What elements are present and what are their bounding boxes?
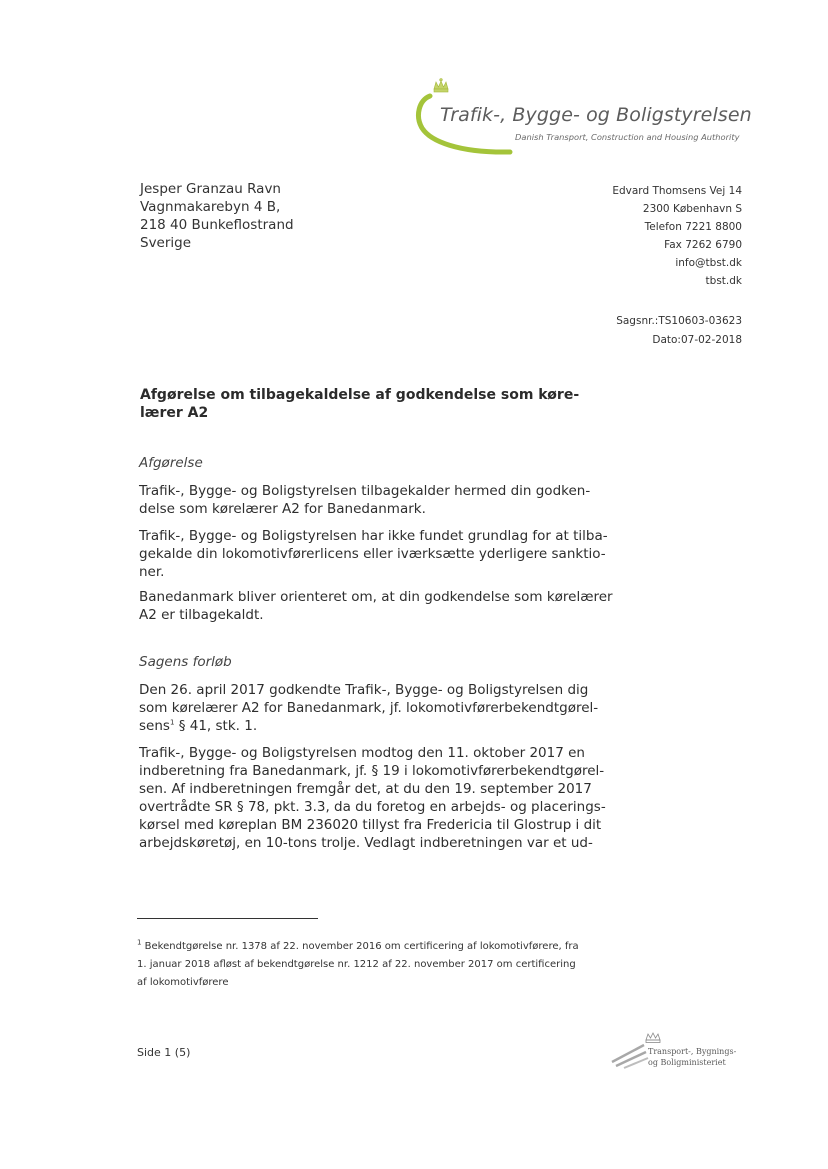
- paragraph-line: A2 er tilbagekaldt.: [139, 607, 264, 623]
- paragraph-line: [139, 717, 589, 735]
- sender-fax: Fax 7262 6790: [664, 239, 742, 251]
- sender-address: [612, 182, 742, 290]
- sender-phone: Telefon 7221 8800: [644, 221, 742, 233]
- paragraph-line: overtrådte SR § 78, pkt. 3.3, da du foretog en arbejds- og placerings-: [139, 799, 606, 815]
- paragraph-line: sen. Af indberetningen fremgår det, at du den 19. september 2017: [139, 781, 592, 797]
- footnote-line: af lokomotivførere: [137, 977, 229, 988]
- paragraph-line: Trafik-, Bygge- og Boligstyrelsen tilbagekalder hermed din godken-: [139, 483, 591, 499]
- footnote-marker: 1: [137, 938, 142, 947]
- sender-email: info@tbst.dk: [675, 257, 742, 269]
- recipient-street: Vagnmakarebyn 4 B,: [140, 199, 281, 215]
- document-title: [140, 386, 585, 422]
- footnote-reference: 1: [169, 718, 175, 727]
- paragraph-line: gekalde din lokomotivførerlicens eller iværksætte yderligere sanktio-: [139, 546, 606, 562]
- paragraph-line: Trafik-, Bygge- og Boligstyrelsen har ikke fundet grundlag for at tilba-: [139, 528, 608, 544]
- recipient-city: 218 40 Bunkeflostrand: [140, 217, 294, 233]
- paragraph: [139, 744, 606, 852]
- paragraph-line: som kørelærer A2 for Banedanmark, jf. lokomotivførerbekendtgørel-: [139, 700, 599, 716]
- footnote: [137, 938, 579, 992]
- sender-web: tbst.dk: [705, 275, 742, 287]
- title-line: Afgørelse om tilbagekaldelse af godkendelse som køre-: [140, 387, 580, 403]
- footnote-line: [137, 938, 579, 956]
- paragraph-text: § 41, stk. 1.: [174, 718, 258, 734]
- paragraph-line: Banedanmark bliver orienteret om, at din godkendelse som kørelærer: [139, 589, 613, 605]
- paragraph-text: sens: [139, 718, 170, 734]
- agency-tagline: Danish Transport, Construction and Housing Authority: [515, 132, 740, 142]
- sender-city: 2300 København S: [642, 203, 742, 215]
- sender-street: Edvard Thomsens Vej 14: [612, 185, 742, 197]
- paragraph: [139, 527, 608, 581]
- ministry-line: og Boligministeriet: [648, 1058, 726, 1067]
- recipient-address: [140, 180, 294, 252]
- paragraph-line: delse som kørelærer A2 for Banedanmark.: [139, 501, 426, 517]
- agency-logo: [410, 78, 760, 158]
- paragraph-line: kørsel med køreplan BM 236020 tillyst fra Fredericia til Glostrup i dit: [139, 817, 602, 833]
- paragraph: [139, 588, 613, 624]
- footnote-divider: [137, 918, 318, 919]
- case-number: Sagsnr.:TS10603-03623: [616, 315, 742, 327]
- section-heading-sagens-forloeb: Sagens forløb: [139, 654, 232, 670]
- agency-name: Trafik-, Bygge- og Boligstyrelsen: [440, 104, 752, 126]
- recipient-name: Jesper Granzau Ravn: [140, 181, 281, 197]
- case-date: Dato:07-02-2018: [652, 333, 742, 346]
- page-number: Side 1 (5): [137, 1046, 191, 1059]
- paragraph-line: Den 26. april 2017 godkendte Trafik-, Bygge- og Boligstyrelsen dig: [139, 682, 589, 698]
- ministry-logo: [610, 1030, 760, 1075]
- paragraph-line: indberetning fra Banedanmark, jf. § 19 i lokomotivførerbekendtgørel-: [139, 763, 605, 779]
- recipient-country: Sverige: [140, 235, 192, 251]
- section-heading-afgoerelse: Afgørelse: [139, 455, 203, 471]
- ministry-name: [648, 1046, 736, 1068]
- paragraph-line: ner.: [139, 564, 165, 580]
- title-line: lærer A2: [140, 405, 209, 421]
- case-meta: [616, 312, 742, 349]
- ministry-line: Transport-, Bygnings-: [648, 1047, 737, 1056]
- paragraph-line: arbejdskøretøj, en 10-tons trolje. Vedlagt indberetningen var et ud-: [139, 835, 593, 851]
- paragraph: [139, 681, 599, 735]
- paragraph: [139, 482, 589, 518]
- paragraph-line: Trafik-, Bygge- og Boligstyrelsen modtog den 11. oktober 2017 en: [139, 745, 585, 761]
- footnote-line: 1. januar 2018 afløst af bekendtgørelse nr. 1212 af 22. november 2017 om certificering: [137, 959, 576, 970]
- footnote-text: Bekendtgørelse nr. 1378 af 22. november 2016 om certificering af lokomotivførere, fra: [144, 941, 579, 952]
